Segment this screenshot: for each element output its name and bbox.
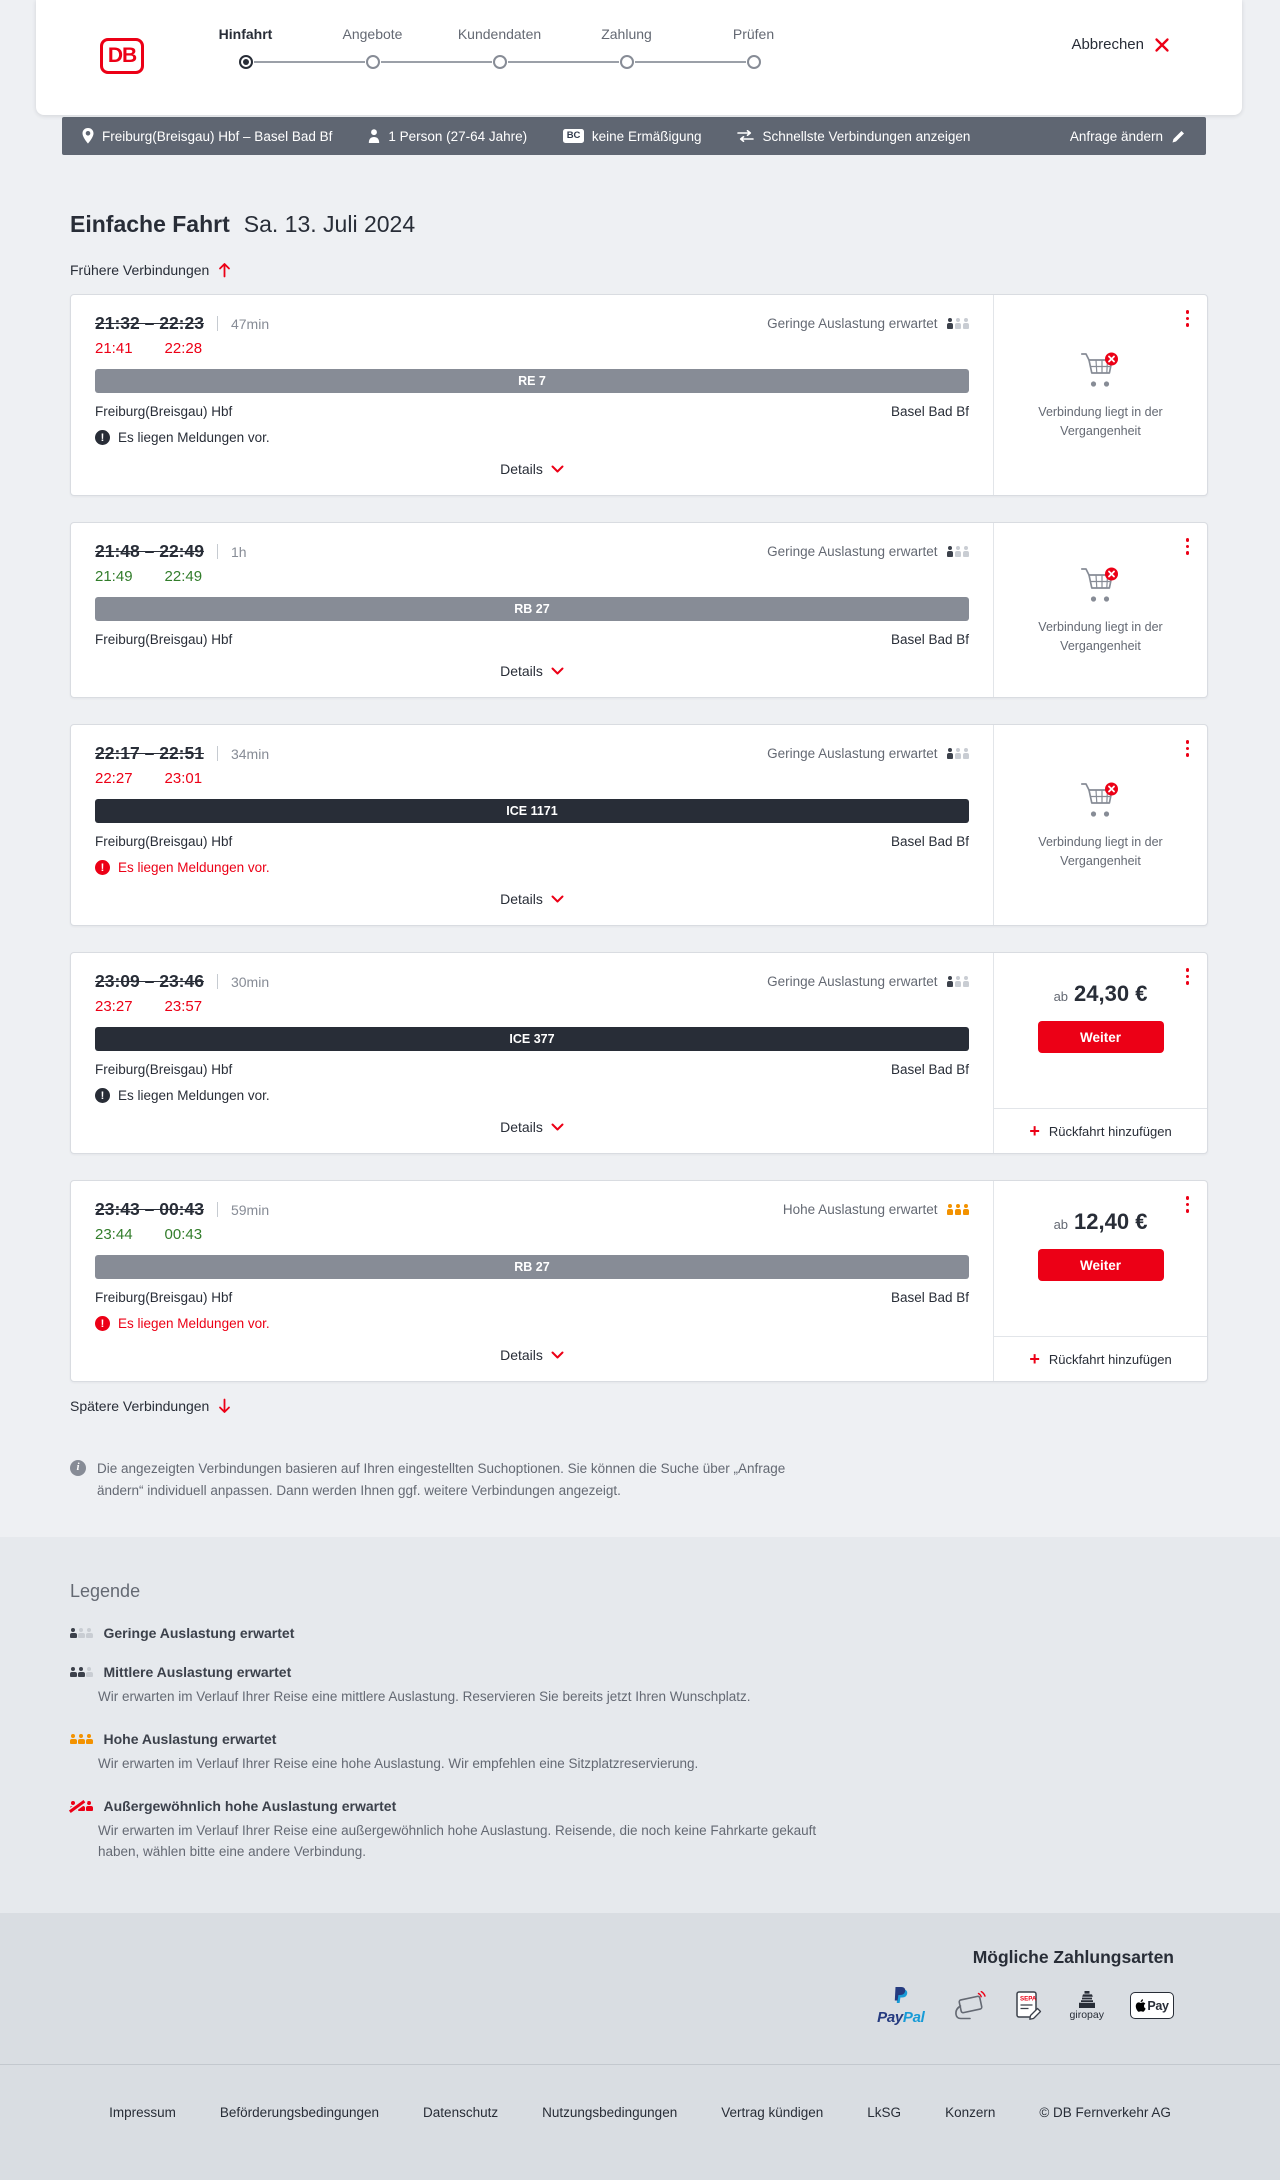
paypal-icon bbox=[892, 1986, 909, 2006]
add-return-button[interactable] bbox=[994, 1108, 1207, 1153]
past-connection-text: Verbindung liegt in der Vergangenheit bbox=[1038, 404, 1163, 438]
add-return-button[interactable] bbox=[994, 1336, 1207, 1381]
route-label: Freiburg(Breisgau) Hbf – Basel Bad Bf bbox=[102, 128, 333, 144]
details-button[interactable] bbox=[95, 1341, 969, 1369]
cart-unavailable-icon bbox=[1078, 350, 1124, 390]
duration: 47min bbox=[230, 315, 270, 332]
cart-unavailable-icon bbox=[1078, 565, 1124, 605]
connection-card bbox=[70, 294, 1208, 496]
pencil-icon bbox=[1171, 129, 1186, 144]
message-text: Es liegen Meldungen vor. bbox=[118, 860, 270, 875]
legend-item-label: Geringe Auslastung erwartet bbox=[103, 1625, 295, 1642]
step-label: Angebote bbox=[342, 26, 403, 42]
passenger-label: 1 Person (27-64 Jahre) bbox=[388, 128, 528, 144]
sepa-label: SEPA bbox=[1019, 1995, 1036, 2003]
step-dot-icon bbox=[747, 55, 761, 69]
later-connections-label: Spätere Verbindungen bbox=[70, 1398, 210, 1414]
planned-times: 23:43 – 00:43 bbox=[95, 1199, 204, 1219]
train-band: RB 27 bbox=[95, 1255, 969, 1279]
route-summary bbox=[82, 128, 332, 144]
options-menu-button[interactable] bbox=[1183, 1193, 1193, 1216]
details-label: Details bbox=[500, 663, 543, 679]
options-menu-button[interactable] bbox=[1183, 965, 1193, 988]
origin-station: Freiburg(Breisgau) Hbf bbox=[95, 1290, 233, 1305]
occupancy-low-icon bbox=[947, 546, 970, 557]
db-logo: DB bbox=[100, 38, 144, 74]
options-menu-button[interactable] bbox=[1183, 307, 1193, 330]
connections-list bbox=[70, 294, 1208, 1382]
duration: 1h bbox=[230, 543, 247, 560]
details-label: Details bbox=[500, 891, 543, 907]
occupancy-label: Geringe Auslastung erwartet bbox=[767, 974, 938, 989]
details-button[interactable] bbox=[95, 455, 969, 483]
price-prefix: ab bbox=[1053, 1217, 1069, 1232]
duration: 59min bbox=[230, 1201, 270, 1218]
details-label: Details bbox=[500, 1119, 543, 1135]
price-value: 12,40 € bbox=[1074, 1209, 1148, 1234]
passenger-summary bbox=[368, 129, 527, 144]
connection-action-panel bbox=[993, 725, 1207, 925]
occupancy-label: Geringe Auslastung erwartet bbox=[767, 746, 938, 761]
exclamation-icon bbox=[95, 860, 110, 875]
paypal-logo bbox=[877, 1986, 924, 2026]
legend-item bbox=[70, 1625, 1208, 1641]
occupancy bbox=[767, 544, 969, 559]
actual-arrival-time: 22:28 bbox=[164, 340, 203, 357]
add-return-label: Rückfahrt hinzufügen bbox=[1048, 1123, 1172, 1139]
step-label: Zahlung bbox=[601, 26, 652, 42]
occupancy-high-icon bbox=[947, 1204, 970, 1215]
connection-card bbox=[70, 724, 1208, 926]
message-text: Es liegen Meldungen vor. bbox=[118, 1316, 270, 1331]
past-connection-notice bbox=[994, 523, 1207, 697]
legend-item-description: Wir erwarten im Verlauf Ihrer Reise eine mittlere Auslastung. Reservieren Sie bereits jetzt Ihren Wunschplatz. bbox=[98, 1689, 751, 1705]
details-button[interactable] bbox=[95, 885, 969, 913]
origin-station: Freiburg(Breisgau) Hbf bbox=[95, 834, 233, 849]
details-button[interactable] bbox=[95, 1113, 969, 1141]
legend-item-description: Wir erwarten im Verlauf Ihrer Reise eine außergewöhnlich hohe Auslastung. Reisende, die noch keine Fahrkarte gekauft haben, wählen bitte eine andere Verbindung. bbox=[98, 1823, 817, 1859]
step-label: Kundendaten bbox=[457, 26, 542, 42]
arrow-down-icon bbox=[218, 1398, 231, 1414]
chevron-down-icon bbox=[551, 1351, 564, 1359]
legend-title: Legende bbox=[70, 1581, 141, 1602]
options-menu-button[interactable] bbox=[1183, 737, 1193, 760]
copyright: © DB Fernverkehr AG bbox=[1039, 2104, 1171, 2120]
message-text: Es liegen Meldungen vor. bbox=[118, 430, 270, 445]
search-summary-bar bbox=[62, 117, 1206, 155]
origin-station: Freiburg(Breisgau) Hbf bbox=[95, 1062, 233, 1077]
destination-station: Basel Bad Bf bbox=[890, 834, 969, 849]
bahncard-icon: BC bbox=[563, 129, 584, 143]
actual-arrival-time: 00:43 bbox=[164, 1226, 203, 1243]
cancel-button[interactable] bbox=[1071, 36, 1170, 53]
actual-arrival-time: 23:01 bbox=[164, 770, 203, 787]
actual-times bbox=[95, 770, 969, 787]
step-label: Prüfen bbox=[732, 26, 775, 42]
footer-link-nutzungsbedingungen[interactable]: Nutzungsbedingungen bbox=[542, 2104, 678, 2120]
price-prefix: ab bbox=[1053, 989, 1069, 1004]
occupancy-extreme-icon bbox=[70, 1801, 93, 1812]
footer-links bbox=[0, 2065, 1280, 2180]
weiter-button[interactable]: Weiter bbox=[1038, 1021, 1164, 1053]
chevron-down-icon bbox=[551, 895, 564, 903]
message-text: Es liegen Meldungen vor. bbox=[118, 1088, 270, 1103]
planned-times: 21:48 – 22:49 bbox=[95, 541, 204, 561]
step-dot-icon bbox=[366, 55, 380, 69]
earlier-connections-label: Frühere Verbindungen bbox=[70, 262, 210, 278]
giropay-icon bbox=[1076, 1991, 1098, 2008]
sepa-logo bbox=[1013, 1990, 1044, 2021]
travel-date: Sa. 13. Juli 2024 bbox=[243, 211, 416, 237]
origin-station: Freiburg(Breisgau) Hbf bbox=[95, 404, 233, 419]
progress-step-prüfen[interactable] bbox=[690, 26, 817, 69]
separator bbox=[217, 544, 218, 559]
occupancy-low-icon bbox=[947, 318, 970, 329]
add-return-label: Rückfahrt hinzufügen bbox=[1048, 1351, 1172, 1367]
progress-step-zahlung[interactable] bbox=[563, 26, 690, 69]
weiter-button[interactable]: Weiter bbox=[1038, 1249, 1164, 1281]
legend-item-label: Hohe Auslastung erwartet bbox=[103, 1731, 277, 1748]
legend-item-description: Wir erwarten im Verlauf Ihrer Reise eine hohe Auslastung. Wir empfehlen eine Sitzplatzreservierung. bbox=[98, 1756, 699, 1772]
search-options-note bbox=[70, 1458, 830, 1501]
actual-arrival-time: 23:57 bbox=[164, 998, 203, 1015]
person-icon bbox=[368, 129, 380, 143]
connection-action-panel bbox=[993, 953, 1207, 1153]
actual-arrival-time: 22:49 bbox=[164, 568, 203, 585]
destination-station: Basel Bad Bf bbox=[890, 404, 969, 419]
edit-request-label: Anfrage ändern bbox=[1069, 128, 1163, 144]
chevron-down-icon bbox=[551, 667, 564, 675]
legend-list bbox=[70, 1625, 1208, 1863]
planned-times: 21:32 – 22:23 bbox=[95, 313, 204, 333]
options-menu-button[interactable] bbox=[1183, 535, 1193, 558]
info-icon: i bbox=[70, 1460, 86, 1476]
footer-link-vertrag-kündigen[interactable]: Vertrag kündigen bbox=[721, 2104, 824, 2120]
actual-departure-time: 22:27 bbox=[95, 770, 133, 787]
step-label: Hinfahrt bbox=[218, 26, 273, 42]
payment-footer-section bbox=[0, 1913, 1280, 2180]
giropay-label: giropay bbox=[1069, 2008, 1104, 2021]
price-value: 24,30 € bbox=[1074, 981, 1148, 1006]
occupancy-low-icon bbox=[70, 1628, 93, 1639]
footer-link-impressum[interactable]: Impressum bbox=[109, 2104, 176, 2120]
apple-icon bbox=[1135, 1999, 1146, 2012]
close-icon bbox=[1154, 37, 1170, 53]
destination-station: Basel Bad Bf bbox=[890, 632, 969, 647]
payment-methods bbox=[0, 1986, 1280, 2064]
actual-departure-time: 21:49 bbox=[95, 568, 133, 585]
past-connection-notice bbox=[994, 725, 1207, 925]
occupancy bbox=[767, 974, 969, 989]
connection-main bbox=[71, 725, 993, 925]
page-title: Einfache Fahrt bbox=[70, 211, 230, 237]
separator bbox=[217, 974, 218, 989]
actual-departure-time: 21:41 bbox=[95, 340, 133, 357]
actual-times bbox=[95, 340, 969, 357]
apple-pay-label: Pay bbox=[1147, 1998, 1169, 2013]
booking-panel bbox=[994, 1181, 1207, 1336]
past-connection-text: Verbindung liegt in der Vergangenheit bbox=[1038, 834, 1163, 868]
train-band: RE 7 bbox=[95, 369, 969, 393]
chevron-down-icon bbox=[551, 1123, 564, 1131]
step-dot-icon bbox=[620, 55, 634, 69]
search-mode-summary bbox=[737, 129, 970, 144]
connection-card bbox=[70, 1180, 1208, 1382]
credit-card-icon bbox=[951, 1991, 987, 2021]
footer-bar bbox=[0, 2064, 1280, 2180]
edit-request-button[interactable] bbox=[1070, 129, 1186, 144]
past-connection-text: Verbindung liegt in der Vergangenheit bbox=[1038, 619, 1163, 653]
duration: 30min bbox=[230, 973, 270, 990]
occupancy-low-icon bbox=[947, 748, 970, 759]
message-row bbox=[95, 1316, 969, 1331]
actual-departure-time: 23:44 bbox=[95, 1226, 133, 1243]
occupancy-label: Geringe Auslastung erwartet bbox=[767, 544, 938, 559]
earlier-connections-button[interactable] bbox=[70, 262, 231, 278]
sepa-icon bbox=[1013, 1990, 1044, 2021]
exclamation-icon bbox=[95, 1316, 110, 1331]
legend-item bbox=[70, 1731, 1208, 1775]
train-band: RB 27 bbox=[95, 597, 969, 621]
message-row bbox=[95, 430, 969, 445]
details-label: Details bbox=[500, 461, 543, 477]
occupancy-label: Geringe Auslastung erwartet bbox=[767, 316, 938, 331]
payment-methods-title: Mögliche Zahlungsarten bbox=[972, 1946, 1174, 1967]
connection-main bbox=[71, 295, 993, 495]
connection-main bbox=[71, 953, 993, 1153]
search-options-note-text: Die angezeigten Verbindungen basieren auf Ihren eingestellten Suchoptionen. Sie können die Suche über „Anfrage ändern“ individuell anpassen. Dann werden Ihnen ggf. weitere Verbindungen angezeigt. bbox=[97, 1461, 786, 1498]
exclamation-icon bbox=[95, 1088, 110, 1103]
details-button[interactable] bbox=[95, 657, 969, 685]
progress-step-hinfahrt[interactable] bbox=[182, 26, 309, 69]
footer-link-konzern[interactable]: Konzern bbox=[945, 2104, 996, 2120]
occupancy-high-icon bbox=[70, 1734, 93, 1745]
credit-card-logo bbox=[951, 1991, 987, 2021]
legend-item bbox=[70, 1664, 1208, 1708]
planned-times: 23:09 – 23:46 bbox=[95, 971, 204, 991]
past-connection-notice bbox=[994, 295, 1207, 495]
destination-station: Basel Bad Bf bbox=[890, 1290, 969, 1305]
occupancy bbox=[767, 316, 969, 331]
location-pin-icon bbox=[82, 128, 94, 144]
arrow-up-icon bbox=[218, 262, 231, 278]
occupancy-label: Hohe Auslastung erwartet bbox=[782, 1202, 938, 1217]
results-container bbox=[70, 211, 1208, 1501]
message-row bbox=[95, 1088, 969, 1103]
apple-pay-logo bbox=[1130, 1992, 1174, 2019]
legend-section bbox=[0, 1537, 1280, 1913]
progress-step-angebote[interactable] bbox=[309, 26, 436, 69]
page-head bbox=[70, 211, 1208, 238]
progress-steps bbox=[182, 26, 817, 69]
actual-departure-time: 23:27 bbox=[95, 998, 133, 1015]
transfer-arrows-icon bbox=[737, 130, 754, 142]
planned-times: 22:17 – 22:51 bbox=[95, 743, 204, 763]
footer-link-beförderungsbedingungen[interactable]: Beförderungsbedingungen bbox=[219, 2104, 380, 2120]
step-dot-icon bbox=[239, 55, 253, 69]
progress-step-kundendaten[interactable] bbox=[436, 26, 563, 69]
paypal-label-b: Pal bbox=[902, 2008, 925, 2026]
connection-action-panel bbox=[993, 1181, 1207, 1381]
destination-station: Basel Bad Bf bbox=[890, 1062, 969, 1077]
cart-unavailable-icon bbox=[1078, 780, 1124, 820]
connection-action-panel bbox=[993, 295, 1207, 495]
connection-card bbox=[70, 952, 1208, 1154]
exclamation-icon bbox=[95, 430, 110, 445]
train-band: ICE 377 bbox=[95, 1027, 969, 1051]
occupancy-low-icon bbox=[947, 976, 970, 987]
cancel-label: Abbrechen bbox=[1071, 36, 1144, 53]
later-connections-button[interactable] bbox=[70, 1398, 231, 1414]
details-label: Details bbox=[500, 1347, 543, 1363]
legend-item-label: Mittlere Auslastung erwartet bbox=[103, 1664, 292, 1681]
origin-station: Freiburg(Breisgau) Hbf bbox=[95, 632, 233, 647]
separator bbox=[217, 316, 218, 331]
plus-icon: + bbox=[1029, 1349, 1040, 1369]
discount-summary bbox=[563, 129, 701, 144]
footer-link-datenschutz[interactable]: Datenschutz bbox=[423, 2104, 499, 2120]
actual-times bbox=[95, 998, 969, 1015]
connection-main bbox=[71, 523, 993, 697]
legend-item bbox=[70, 1798, 1208, 1863]
message-row bbox=[95, 860, 969, 875]
search-mode-label: Schnellste Verbindungen anzeigen bbox=[762, 128, 971, 144]
separator bbox=[217, 1202, 218, 1217]
checkout-header bbox=[36, 0, 1242, 115]
step-dot-icon bbox=[493, 55, 507, 69]
giropay-logo bbox=[1070, 1991, 1104, 2021]
separator bbox=[217, 746, 218, 761]
discount-label: keine Ermäßigung bbox=[591, 128, 702, 144]
footer-link-lksg[interactable]: LkSG bbox=[867, 2104, 902, 2120]
actual-times bbox=[95, 1226, 969, 1243]
occupancy-mid-icon bbox=[70, 1667, 93, 1678]
legend-item-label: Außergewöhnlich hohe Auslastung erwartet bbox=[103, 1798, 397, 1815]
plus-icon: + bbox=[1029, 1121, 1040, 1141]
occupancy bbox=[767, 746, 969, 761]
connection-card bbox=[70, 522, 1208, 698]
connection-action-panel bbox=[993, 523, 1207, 697]
chevron-down-icon bbox=[551, 465, 564, 473]
paypal-label-a: Pay bbox=[877, 2008, 903, 2026]
connection-main bbox=[71, 1181, 993, 1381]
duration: 34min bbox=[230, 745, 270, 762]
occupancy bbox=[783, 1202, 969, 1217]
train-band: ICE 1171 bbox=[95, 799, 969, 823]
booking-panel bbox=[994, 953, 1207, 1108]
actual-times bbox=[95, 568, 969, 585]
